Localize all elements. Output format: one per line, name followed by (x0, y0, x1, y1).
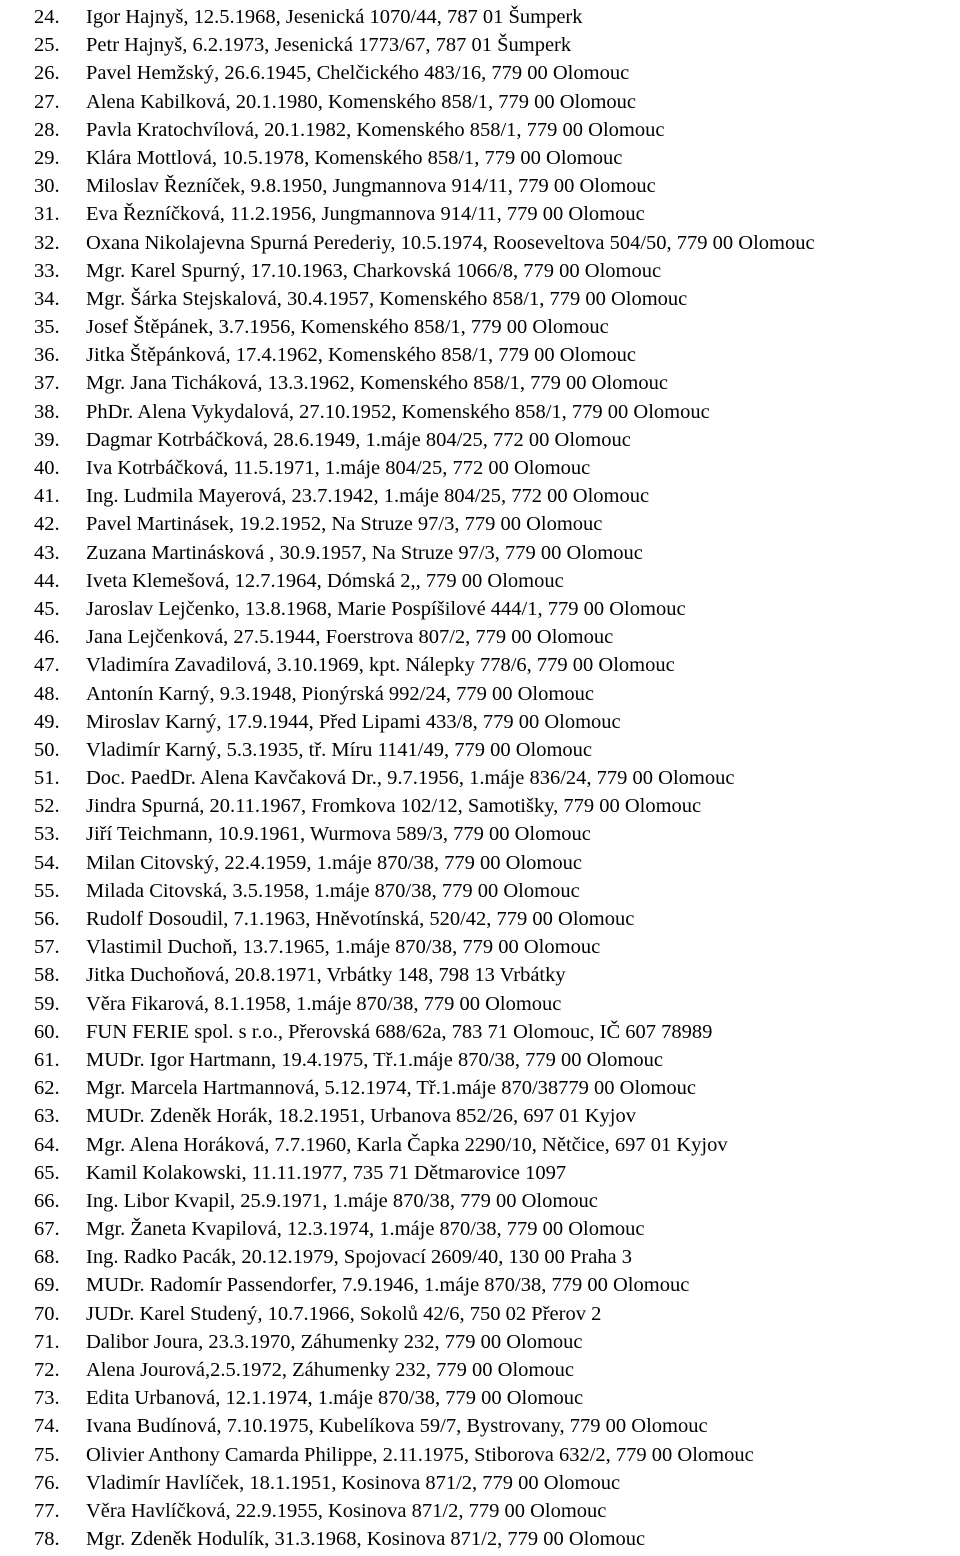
list-item (0, 680, 960, 708)
list-item-number: 44. (34, 569, 60, 592)
list-item-number: 66. (34, 1189, 60, 1212)
list-item-number: 45. (34, 597, 60, 620)
list-item-number: 62. (34, 1077, 60, 1100)
list-item-number: 56. (34, 908, 60, 930)
list-item-number: 75. (34, 1443, 60, 1466)
list-item (0, 200, 960, 228)
list-item-text: Jitka Duchoňová, 20.8.1971, Vrbátky 148, 798 13 Vrbátky (86, 964, 566, 987)
list-item (0, 820, 960, 848)
list-item (0, 31, 960, 59)
list-item-text: Věra Havlíčková, 22.9.1955, Kosinova 871/2, 779 00 Olomouc (86, 1499, 607, 1522)
list-item-number: 57. (34, 936, 60, 959)
list-item-number: 73. (34, 1387, 60, 1410)
list-item-text: Olivier Anthony Camarda Philippe, 2.11.1975, Stiborova 632/2, 779 00 Olomouc (86, 1443, 754, 1466)
list-item-number: 46. (34, 626, 60, 649)
list-item-text: Mgr. Šárka Stejskalová, 30.4.1957, Komenského 858/1, 779 00 Olomouc (86, 287, 688, 310)
list-item-text: Pavel Hemžský, 26.6.1945, Chelčického 483/16, 779 00 Olomouc (86, 62, 630, 85)
list-item (0, 595, 960, 623)
list-item (0, 1300, 960, 1328)
list-item (0, 736, 960, 764)
list-item (0, 623, 960, 651)
list-item-number: 51. (34, 767, 60, 790)
list-item-text: Iva Kotrbáčková, 11.5.1971, 1.máje 804/25, 772 00 Olomouc (86, 457, 591, 479)
list-item (0, 426, 960, 454)
list-item-text: Petr Hajnyš, 6.2.1973, Jesenická 1773/67, 787 01 Šumperk (86, 34, 572, 57)
list-item (0, 1441, 960, 1469)
list-item-number: 50. (34, 738, 60, 761)
list-item-number: 37. (34, 372, 60, 395)
list-item (0, 510, 960, 538)
list-item-number: 55. (34, 879, 60, 902)
list-item (0, 1412, 960, 1440)
list-item-number: 67. (34, 1218, 60, 1241)
list-item-number: 38. (34, 400, 60, 423)
list-item (0, 1271, 960, 1299)
list-item (0, 229, 960, 257)
list-item (0, 1384, 960, 1412)
list-item (0, 849, 960, 877)
list-item (0, 1187, 960, 1215)
list-item (0, 933, 960, 961)
list-item-text: Oxana Nikolajevna Spurná Perederiy, 10.5.1974, Rooseveltova 504/50, 779 00 Olomouc (86, 231, 815, 254)
list-item-text: Mgr. Alena Horáková, 7.7.1960, Karla Čapka 2290/10, Nětčice, 697 01 Kyjov (86, 1133, 728, 1156)
list-item-text: Miloslav Řezníček, 9.8.1950, Jungmannova 914/11, 779 00 Olomouc (86, 175, 656, 198)
list-item-number: 36. (34, 344, 60, 367)
list-item-text: Pavel Martinásek, 19.2.1952, Na Struze 97/3, 779 00 Olomouc (86, 513, 603, 536)
list-item (0, 792, 960, 820)
list-item-number: 68. (34, 1246, 60, 1269)
list-item (0, 341, 960, 369)
list-item-text: Mgr. Zdeněk Hodulík, 31.3.1968, Kosinova 871/2, 779 00 Olomouc (86, 1528, 646, 1551)
list-item-number: 27. (34, 90, 60, 113)
list-item-number: 70. (34, 1302, 60, 1325)
list-item (0, 905, 960, 933)
list-item-number: 29. (34, 146, 60, 169)
list-item (0, 313, 960, 341)
list-item-text: Ing. Libor Kvapil, 25.9.1971, 1.máje 870/38, 779 00 Olomouc (86, 1189, 598, 1212)
list-item-number: 58. (34, 964, 60, 987)
list-item-number: 43. (34, 541, 60, 564)
list-item-number: 65. (34, 1161, 60, 1184)
list-item-number: 49. (34, 710, 60, 733)
list-item (0, 961, 960, 989)
list-item-text: Miroslav Karný, 17.9.1944, Před Lipami 433/8, 779 00 Olomouc (86, 710, 621, 733)
list-item-number: 60. (34, 1020, 60, 1043)
list-item (0, 1046, 960, 1074)
list-item (0, 1328, 960, 1356)
document-list (0, 3, 960, 1553)
list-item (0, 1159, 960, 1187)
list-item-text: Věra Fikarová, 8.1.1958, 1.máje 870/38, 779 00 Olomouc (86, 992, 562, 1015)
list-item-number: 59. (34, 992, 60, 1015)
list-item-number: 47. (34, 654, 60, 677)
list-item-text: Mgr. Marcela Hartmannová, 5.12.1974, Tř.1.máje 870/38779 00 Olomouc (86, 1077, 696, 1100)
list-item (0, 1525, 960, 1553)
list-item (0, 3, 960, 31)
list-item-text: Mgr. Žaneta Kvapilová, 12.3.1974, 1.máje 870/38, 779 00 Olomouc (86, 1218, 645, 1241)
list-item-number: 32. (34, 231, 60, 254)
list-item-text: MUDr. Radomír Passendorfer, 7.9.1946, 1.máje 870/38, 779 00 Olomouc (86, 1274, 690, 1297)
list-item-text: Zuzana Martinásková , 30.9.1957, Na Struze 97/3, 779 00 Olomouc (86, 541, 643, 564)
list-item (0, 539, 960, 567)
list-item-text: Josef Štěpánek, 3.7.1956, Komenského 858/1, 779 00 Olomouc (86, 316, 609, 339)
list-item (0, 651, 960, 679)
list-item (0, 172, 960, 200)
list-item-number: 35. (34, 316, 60, 339)
list-item-text: Milan Citovský, 22.4.1959, 1.máje 870/38, 779 00 Olomouc (86, 851, 582, 874)
list-item-text: Igor Hajnyš, 12.5.1968, Jesenická 1070/44, 787 01 Šumperk (86, 6, 583, 28)
list-item-number: 30. (34, 175, 60, 198)
list-item-number: 61. (34, 1048, 60, 1071)
list-item-number: 34. (34, 287, 60, 310)
list-item-text: Antonín Karný, 9.3.1948, Pionýrská 992/24, 779 00 Olomouc (86, 682, 594, 705)
list-item (0, 59, 960, 87)
list-item-text: Milada Citovská, 3.5.1958, 1.máje 870/38, 779 00 Olomouc (86, 879, 580, 902)
list-item-text: Dagmar Kotrbáčková, 28.6.1949, 1.máje 804/25, 772 00 Olomouc (86, 428, 631, 451)
list-item-number: 28. (34, 118, 60, 141)
list-item-number: 39. (34, 428, 60, 451)
list-item-text: PhDr. Alena Vykydalová, 27.10.1952, Komenského 858/1, 779 00 Olomouc (86, 400, 710, 423)
list-item-text: Jiří Teichmann, 10.9.1961, Wurmova 589/3, 779 00 Olomouc (86, 823, 591, 846)
list-item (0, 567, 960, 595)
list-item-text: Eva Řezníčková, 11.2.1956, Jungmannova 914/11, 779 00 Olomouc (86, 203, 645, 226)
list-item-text: Ivana Budínová, 7.10.1975, Kubelíkova 59/7, Bystrovany, 779 00 Olomouc (86, 1415, 708, 1438)
list-item (0, 116, 960, 144)
list-item (0, 1102, 960, 1130)
list-item (0, 369, 960, 397)
list-item-text: Pavla Kratochvílová, 20.1.1982, Komenského 858/1, 779 00 Olomouc (86, 118, 665, 141)
list-item-text: JUDr. Karel Studený, 10.7.1966, Sokolů 42/6, 750 02 Přerov 2 (86, 1302, 602, 1325)
list-item-text: MUDr. Igor Hartmann, 19.4.1975, Tř.1.máje 870/38, 779 00 Olomouc (86, 1048, 663, 1071)
list-item (0, 1215, 960, 1243)
list-item (0, 1018, 960, 1046)
list-item-number: 72. (34, 1359, 60, 1381)
list-item-number: 33. (34, 259, 60, 282)
list-item (0, 764, 960, 792)
list-item (0, 1356, 960, 1384)
list-item-text: Jindra Spurná, 20.11.1967, Fromkova 102/12, Samotišky, 779 00 Olomouc (86, 795, 702, 818)
list-item-text: Mgr. Karel Spurný, 17.10.1963, Charkovská 1066/8, 779 00 Olomouc (86, 259, 662, 282)
list-item-number: 76. (34, 1471, 60, 1494)
list-item (0, 1243, 960, 1271)
list-item-text: Edita Urbanová, 12.1.1974, 1.máje 870/38, 779 00 Olomouc (86, 1387, 584, 1410)
list-item-text: Rudolf Dosoudil, 7.1.1963, Hněvotínská, 520/42, 779 00 Olomouc (86, 908, 635, 930)
list-item-text: Vladimír Havlíček, 18.1.1951, Kosinova 871/2, 779 00 Olomouc (86, 1471, 621, 1494)
list-item-text: FUN FERIE spol. s r.o., Přerovská 688/62a, 783 71 Olomouc, IČ 607 78989 (86, 1020, 713, 1043)
list-item-text: Dalibor Joura, 23.3.1970, Záhumenky 232, 779 00 Olomouc (86, 1330, 583, 1353)
list-item-text: Ing. Ludmila Mayerová, 23.7.1942, 1.máje 804/25, 772 00 Olomouc (86, 485, 650, 508)
list-item-text: Jana Lejčenková, 27.5.1944, Foerstrova 807/2, 779 00 Olomouc (86, 626, 614, 649)
list-item (0, 454, 960, 482)
list-item (0, 144, 960, 172)
list-item-number: 52. (34, 795, 60, 818)
list-item (0, 398, 960, 426)
list-item-text: Ing. Radko Pacák, 20.12.1979, Spojovací 2609/40, 130 00 Praha 3 (86, 1246, 633, 1269)
list-item (0, 877, 960, 905)
list-item-text: Doc. PaedDr. Alena Kavčaková Dr., 9.7.1956, 1.máje 836/24, 779 00 Olomouc (86, 767, 735, 790)
list-item (0, 1131, 960, 1159)
list-item-number: 77. (34, 1499, 60, 1522)
list-item-number: 24. (34, 6, 60, 28)
list-item-number: 54. (34, 851, 60, 874)
list-item-number: 26. (34, 62, 60, 85)
list-item (0, 1497, 960, 1525)
list-item-number: 69. (34, 1274, 60, 1297)
list-item-number: 53. (34, 823, 60, 846)
list-item-text: MUDr. Zdeněk Horák, 18.2.1951, Urbanova 852/26, 697 01 Kyjov (86, 1105, 637, 1128)
list-item (0, 990, 960, 1018)
list-item-text: Klára Mottlová, 10.5.1978, Komenského 858/1, 779 00 Olomouc (86, 146, 623, 169)
list-item-number: 74. (34, 1415, 60, 1438)
list-item (0, 285, 960, 313)
list-item-number: 42. (34, 513, 60, 536)
list-item-text: Vladimíra Zavadilová, 3.10.1969, kpt. Nálepky 778/6, 779 00 Olomouc (86, 654, 675, 677)
list-item-number: 40. (34, 457, 60, 479)
list-item-number: 71. (34, 1330, 60, 1353)
list-item-text: Mgr. Jana Ticháková, 13.3.1962, Komenského 858/1, 779 00 Olomouc (86, 372, 668, 395)
list-item-text: Jitka Štěpánková, 17.4.1962, Komenského 858/1, 779 00 Olomouc (86, 344, 637, 367)
list-item-text: Kamil Kolakowski, 11.11.1977, 735 71 Dětmarovice 1097 (86, 1161, 567, 1184)
list-item-number: 25. (34, 34, 60, 57)
list-item-text: Vladimír Karný, 5.3.1935, tř. Míru 1141/49, 779 00 Olomouc (86, 738, 592, 761)
list-item-number: 64. (34, 1133, 60, 1156)
list-item-number: 41. (34, 485, 60, 508)
list-item-text: Iveta Klemešová, 12.7.1964, Dómská 2,, 779 00 Olomouc (86, 569, 564, 592)
list-item (0, 1469, 960, 1497)
list-item (0, 1074, 960, 1102)
list-item-text: Vlastimil Duchoň, 13.7.1965, 1.máje 870/38, 779 00 Olomouc (86, 936, 601, 959)
list-item (0, 708, 960, 736)
list-item-number: 78. (34, 1528, 60, 1551)
list-item-text: Jaroslav Lejčenko, 13.8.1968, Marie Pospíšilové 444/1, 779 00 Olomouc (86, 597, 686, 620)
list-item-text: Alena Kabilková, 20.1.1980, Komenského 858/1, 779 00 Olomouc (86, 90, 637, 113)
list-item-number: 48. (34, 682, 60, 705)
list-item-text: Alena Jourová,2.5.1972, Záhumenky 232, 779 00 Olomouc (86, 1359, 574, 1381)
list-item-number: 63. (34, 1105, 60, 1128)
list-item (0, 257, 960, 285)
list-item-number: 31. (34, 203, 60, 226)
list-item (0, 88, 960, 116)
list-item (0, 482, 960, 510)
